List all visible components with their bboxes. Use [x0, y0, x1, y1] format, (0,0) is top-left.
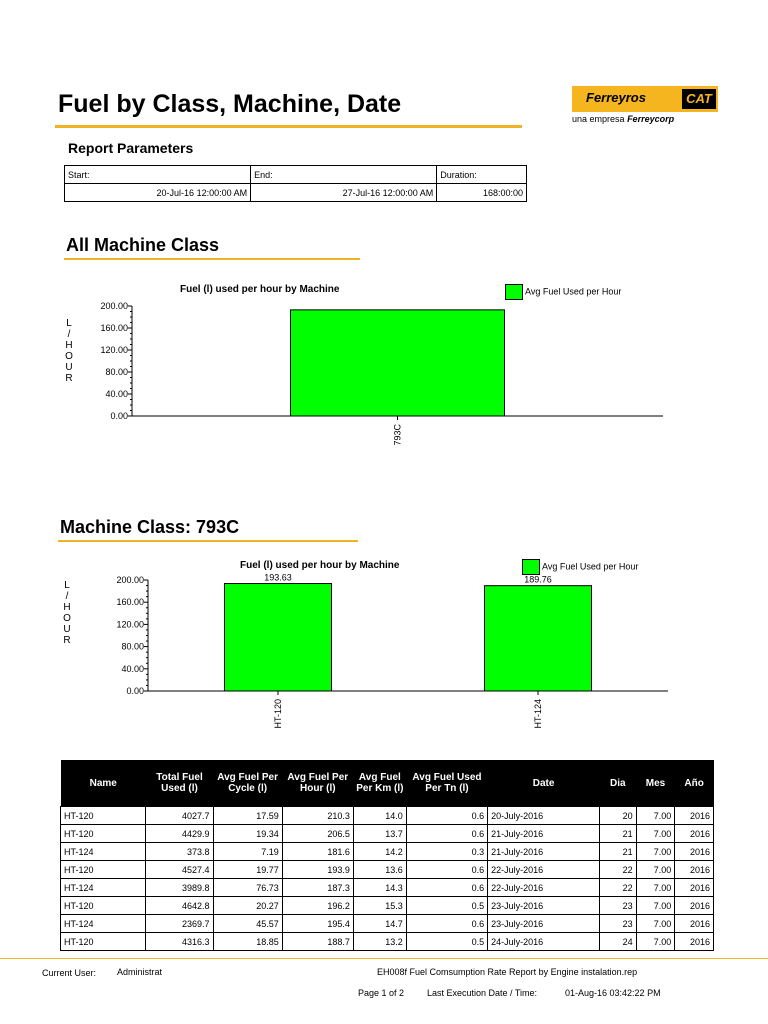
section-machine-class-793c: Machine Class: 793C: [60, 517, 240, 537]
table-cell: 7.00: [636, 915, 675, 933]
table-cell: 373.8: [146, 843, 213, 861]
col-header: Avg Fuel Per Hour (l): [282, 760, 353, 807]
table-cell: 19.77: [213, 861, 282, 879]
table-cell: 18.85: [213, 933, 282, 951]
table-cell: 2016: [675, 861, 714, 879]
table-cell: 76.73: [213, 879, 282, 897]
y-tick-label: 40.00: [105, 389, 128, 399]
table-cell: 0.5: [406, 897, 487, 915]
y-tick-label: 40.00: [121, 663, 144, 674]
x-tick-label: 793C: [392, 424, 403, 446]
duration-value: 168:00:00: [437, 184, 527, 202]
y-tick-label: 0.00: [110, 411, 128, 421]
y-tick-label: 120.00: [100, 345, 128, 355]
table-row: [61, 915, 714, 933]
table-cell: 21: [600, 825, 637, 843]
col-header: Date: [488, 760, 600, 807]
table-cell: HT-120: [61, 807, 146, 825]
table-cell: 4429.9: [146, 825, 213, 843]
legend-swatch: [522, 559, 540, 575]
y-tick-label: 160.00: [116, 597, 144, 608]
logo-cat: CAT: [682, 89, 716, 109]
table-cell: 21-July-2016: [488, 843, 600, 861]
table-cell: 2016: [675, 807, 714, 825]
col-header: Año: [675, 760, 714, 807]
table-cell: 22-July-2016: [488, 861, 600, 879]
table-cell: 2016: [675, 843, 714, 861]
section2-underline: [58, 540, 358, 542]
table-cell: 206.5: [282, 825, 353, 843]
table-cell: 14.0: [353, 807, 406, 825]
chart2-title: Fuel (l) used per hour by Machine: [240, 560, 400, 571]
ylabel-char: /: [65, 591, 69, 602]
table-cell: 13.2: [353, 933, 406, 951]
footer-rule: [0, 958, 768, 959]
table-cell: 45.57: [213, 915, 282, 933]
table-cell: 17.59: [213, 807, 282, 825]
table-cell: HT-120: [61, 933, 146, 951]
table-cell: 7.00: [636, 825, 675, 843]
table-cell: 13.6: [353, 861, 406, 879]
start-label: Start:: [65, 166, 251, 184]
table-cell: 15.3: [353, 897, 406, 915]
table-cell: 0.6: [406, 879, 487, 897]
table-cell: HT-124: [61, 879, 146, 897]
table-row: [61, 861, 714, 879]
table-cell: 7.19: [213, 843, 282, 861]
table-cell: 4027.7: [146, 807, 213, 825]
table-cell: 4527.4: [146, 861, 213, 879]
page-title: Fuel by Class, Machine, Date: [58, 90, 402, 118]
footer-page: Page 1 of 2: [358, 988, 405, 998]
col-header: Avg Fuel Used Per Tn (l): [406, 760, 487, 807]
y-tick-label: 200.00: [116, 575, 144, 585]
table-cell: HT-120: [61, 897, 146, 915]
table-cell: HT-120: [61, 861, 146, 879]
table-cell: 7.00: [636, 879, 675, 897]
data-label: 189.76: [524, 574, 552, 585]
table-cell: 2369.7: [146, 915, 213, 933]
table-cell: 22-July-2016: [488, 879, 600, 897]
table-cell: 210.3: [282, 807, 353, 825]
tagline-prefix: una empresa: [572, 114, 625, 124]
table-cell: 23: [600, 915, 637, 933]
bar: [291, 310, 505, 416]
table-cell: 0.6: [406, 915, 487, 933]
tagline-brand: Ferreycorp: [627, 114, 675, 124]
table-cell: 196.2: [282, 897, 353, 915]
ylabel-char: /: [67, 329, 71, 340]
table-header-row: [61, 760, 714, 807]
table-cell: 181.6: [282, 843, 353, 861]
table-cell: 20: [600, 807, 637, 825]
table-row: [61, 843, 714, 861]
logo-brand: Ferreyros: [586, 90, 646, 105]
ylabel-char: H: [63, 602, 71, 613]
table-cell: 4642.8: [146, 897, 213, 915]
table-cell: 3989.8: [146, 879, 213, 897]
data-label: 193.63: [264, 572, 292, 583]
col-header: Avg Fuel Per Km (l): [353, 760, 406, 807]
col-header: Name: [61, 760, 146, 807]
end-value: 27-Jul-16 12:00:00 AM: [251, 184, 437, 202]
table-cell: 19.34: [213, 825, 282, 843]
bar: [225, 584, 332, 691]
table-cell: 0.6: [406, 825, 487, 843]
ylabel-char: H: [65, 340, 73, 351]
table-cell: HT-124: [61, 915, 146, 933]
ylabel-char: L: [66, 318, 72, 329]
chart2-legend: [522, 559, 638, 575]
table-cell: 2016: [675, 933, 714, 951]
table-cell: 0.6: [406, 807, 487, 825]
table-row: [61, 879, 714, 897]
table-cell: 23-July-2016: [488, 897, 600, 915]
table-cell: 7.00: [636, 807, 675, 825]
report-parameters-heading: Report Parameters: [68, 140, 194, 156]
table-cell: 7.00: [636, 897, 675, 915]
start-value: 20-Jul-16 12:00:00 AM: [65, 184, 251, 202]
section-all-machine-class: All Machine Class: [66, 235, 220, 255]
table-cell: 20.27: [213, 897, 282, 915]
table-cell: 7.00: [636, 861, 675, 879]
ylabel-char: O: [63, 613, 71, 624]
table-cell: 188.7: [282, 933, 353, 951]
table-cell: 193.9: [282, 861, 353, 879]
ylabel-char: L: [64, 580, 70, 591]
table-cell: 22: [600, 861, 637, 879]
y-tick-label: 200.00: [100, 301, 128, 311]
y-tick-label: 80.00: [121, 641, 144, 652]
ylabel-char: O: [65, 351, 73, 362]
y-tick-label: 0.00: [126, 686, 144, 696]
ylabel-char: R: [65, 373, 73, 384]
chart2-ylabel: [60, 580, 74, 646]
col-header: Total Fuel Used (l): [146, 760, 213, 807]
ylabel-char: U: [65, 362, 73, 373]
footer-user-value: Administrat: [117, 967, 163, 977]
table-cell: 7.00: [636, 933, 675, 951]
table-cell: 187.3: [282, 879, 353, 897]
y-tick-label: 120.00: [116, 619, 144, 630]
y-tick-label: 80.00: [105, 367, 128, 377]
col-header: Avg Fuel Per Cycle (l): [213, 760, 282, 807]
chart1-title: Fuel (l) used per hour by Machine: [180, 284, 340, 295]
table-cell: 23: [600, 897, 637, 915]
table-cell: 0.3: [406, 843, 487, 861]
end-label: End:: [251, 166, 437, 184]
table-cell: 14.2: [353, 843, 406, 861]
table-cell: 13.7: [353, 825, 406, 843]
table-cell: 24-July-2016: [488, 933, 600, 951]
table-cell: 23-July-2016: [488, 915, 600, 933]
footer-user-label: Current User:: [42, 968, 97, 978]
table-cell: 22: [600, 879, 637, 897]
table-cell: 21-July-2016: [488, 825, 600, 843]
ylabel-char: U: [63, 624, 71, 635]
footer-exec-value: 01-Aug-16 03:42:22 PM: [565, 988, 661, 998]
table-cell: 2016: [675, 879, 714, 897]
table-cell: 2016: [675, 825, 714, 843]
bar: [485, 586, 592, 691]
table-cell: 2016: [675, 915, 714, 933]
table-cell: 21: [600, 843, 637, 861]
legend-label: Avg Fuel Used per Hour: [542, 561, 639, 572]
table-cell: 2016: [675, 897, 714, 915]
col-header: Mes: [636, 760, 675, 807]
x-tick-label: HT-124: [533, 699, 543, 729]
x-tick-label: HT-120: [273, 699, 283, 729]
footer-report-name: EH008f Fuel Comsumption Rate Report by Engine instalation.rep: [377, 967, 638, 977]
ylabel-char: R: [63, 635, 71, 646]
table-cell: 0.6: [406, 861, 487, 879]
table-cell: 14.7: [353, 915, 406, 933]
table-cell: 7.00: [636, 843, 675, 861]
table-row: [61, 825, 714, 843]
table-cell: HT-120: [61, 825, 146, 843]
table-row: [61, 933, 714, 951]
table-cell: 24: [600, 933, 637, 951]
table-cell: HT-124: [61, 843, 146, 861]
table-cell: 20-July-2016: [488, 807, 600, 825]
y-tick-label: 160.00: [100, 323, 128, 333]
fuel-data-table: [60, 760, 714, 951]
duration-label: Duration:: [437, 166, 527, 184]
table-cell: 4316.3: [146, 933, 213, 951]
col-header: Dia: [600, 760, 637, 807]
table-row: [61, 807, 714, 825]
footer-exec-label: Last Execution Date / Time:: [427, 988, 538, 998]
table-cell: 195.4: [282, 915, 353, 933]
table-row: [61, 897, 714, 915]
legend-label: Avg Fuel Used per Hour: [525, 286, 622, 297]
table-cell: 14.3: [353, 879, 406, 897]
table-cell: 0.5: [406, 933, 487, 951]
